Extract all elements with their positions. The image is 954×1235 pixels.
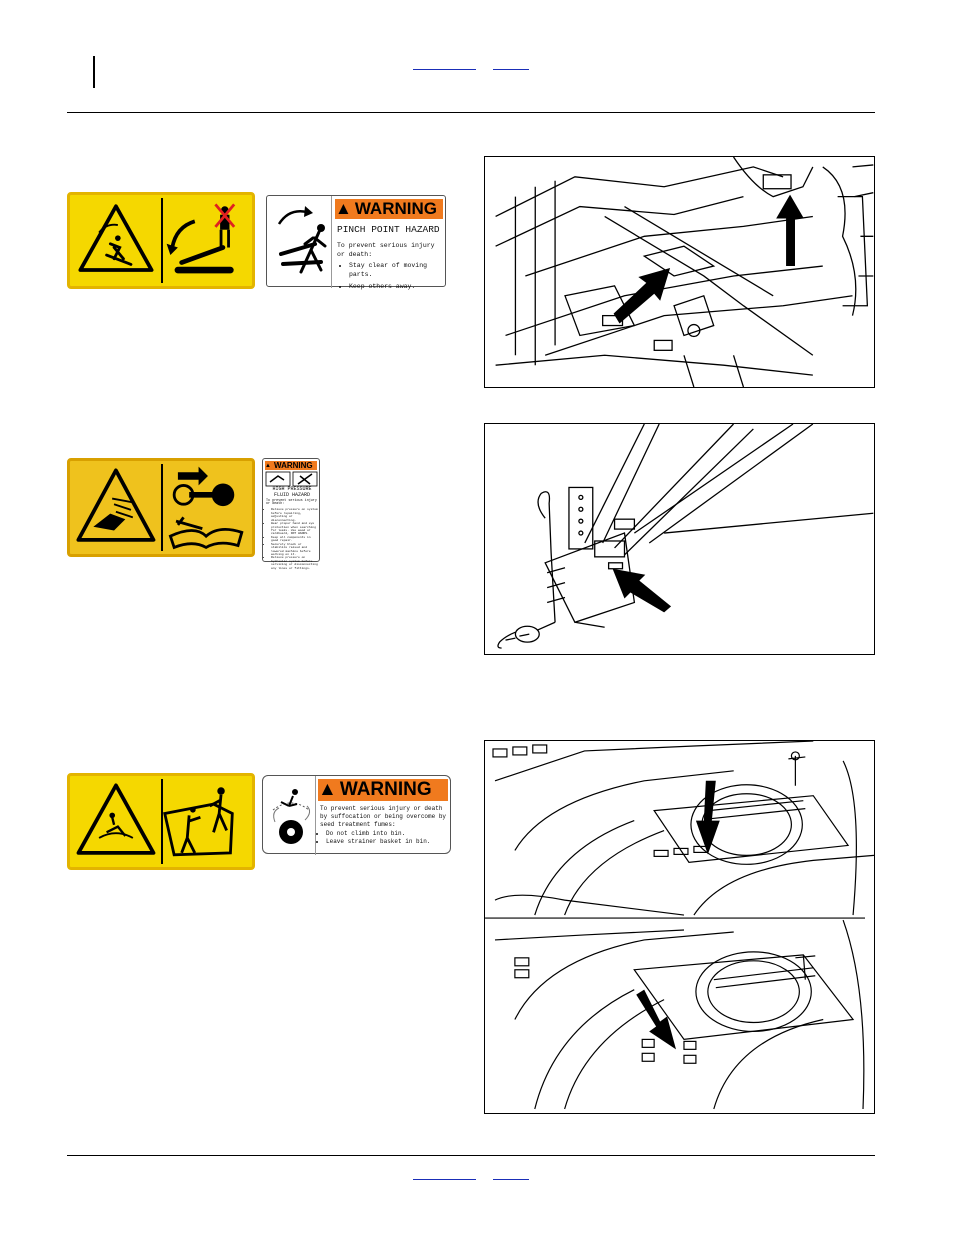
pinch-point-person-icon: [271, 202, 331, 280]
fluid-lead: To prevent serious injury or death:: [266, 498, 317, 507]
pinch-bullet: • Keep others away.: [349, 283, 443, 292]
bin-bullet: • Do not climb into bin.: [326, 830, 448, 838]
fluid-bullet: • Keep all components in good repair.: [271, 536, 318, 543]
pinch-point-decal-locations: [484, 156, 875, 388]
bin-bullet: • Leave strainer basket in bin.: [326, 838, 448, 846]
pinch-point-warning-decal: [266, 195, 446, 290]
bin-entrapment-safety-decal-yellow: [67, 773, 255, 870]
pinch-point-pictogram: [70, 195, 252, 286]
fluid-bullet: • Wear proper hand and eye protection when searching for leaks. Use wood or cardboard, NOT HANDS.: [271, 522, 318, 536]
pinch-point-safety-decal-yellow: [67, 192, 255, 289]
machine-frame-illustration: [485, 157, 874, 387]
warning-header: ▲ WARNING: [335, 199, 443, 219]
warning-alert-icon: ▲: [335, 199, 352, 218]
pinch-lead: To prevent serious injury or death:: [337, 241, 435, 258]
header-rule: [67, 112, 875, 113]
footer-rule: [67, 1155, 875, 1156]
bin-warning-decal: [262, 775, 451, 854]
header-margin-bar: [93, 56, 95, 88]
fluid-hazard-icons: [266, 472, 318, 486]
warning-alert-icon: ▲: [265, 462, 271, 469]
fluid-bullet: • Relieve pressure on hydraulic system before servicing or disconnecting any lines or fittings.: [271, 556, 318, 570]
fluid-hazard-title: HIGH PRESSURE FLUID HAZARD: [272, 486, 312, 498]
hitch-tongue-illustration: [485, 424, 874, 654]
fluid-bullet: • Relieve pressure on system before repairing, adjusting or disconnecting.: [271, 508, 318, 522]
fluid-bullet: • Securely block or stabilize raised and lowered machine before working on it.: [271, 543, 318, 557]
header-link-left[interactable]: [413, 69, 476, 70]
header-link-right[interactable]: [493, 69, 529, 70]
warning-header: ▲ WARNING: [265, 461, 317, 470]
bin-lid-decal-locations: [484, 740, 875, 1114]
high-pressure-safety-decal-yellow: [67, 458, 255, 557]
pinch-hazard-title: PINCH POINT HAZARD: [337, 224, 440, 235]
bin-lead: To prevent serious injury or death by suffocation or being overcome by seed treatment fumes:: [320, 805, 447, 828]
warning-alert-icon: ▲: [318, 779, 337, 800]
bin-entrapment-pictogram: [70, 776, 252, 867]
footer-link-right[interactable]: [493, 1179, 529, 1180]
hitch-decal-location: [484, 423, 875, 655]
bin-entrapment-icon: [269, 782, 313, 848]
high-pressure-pictogram: [70, 461, 252, 554]
warning-header: ▲ WARNING: [318, 779, 448, 801]
seed-bin-lid-illustrations: [485, 741, 874, 1113]
pinch-bullet: • Stay clear of moving parts.: [349, 262, 443, 280]
footer-link-left[interactable]: [413, 1179, 476, 1180]
high-pressure-warning-decal: [262, 458, 320, 570]
